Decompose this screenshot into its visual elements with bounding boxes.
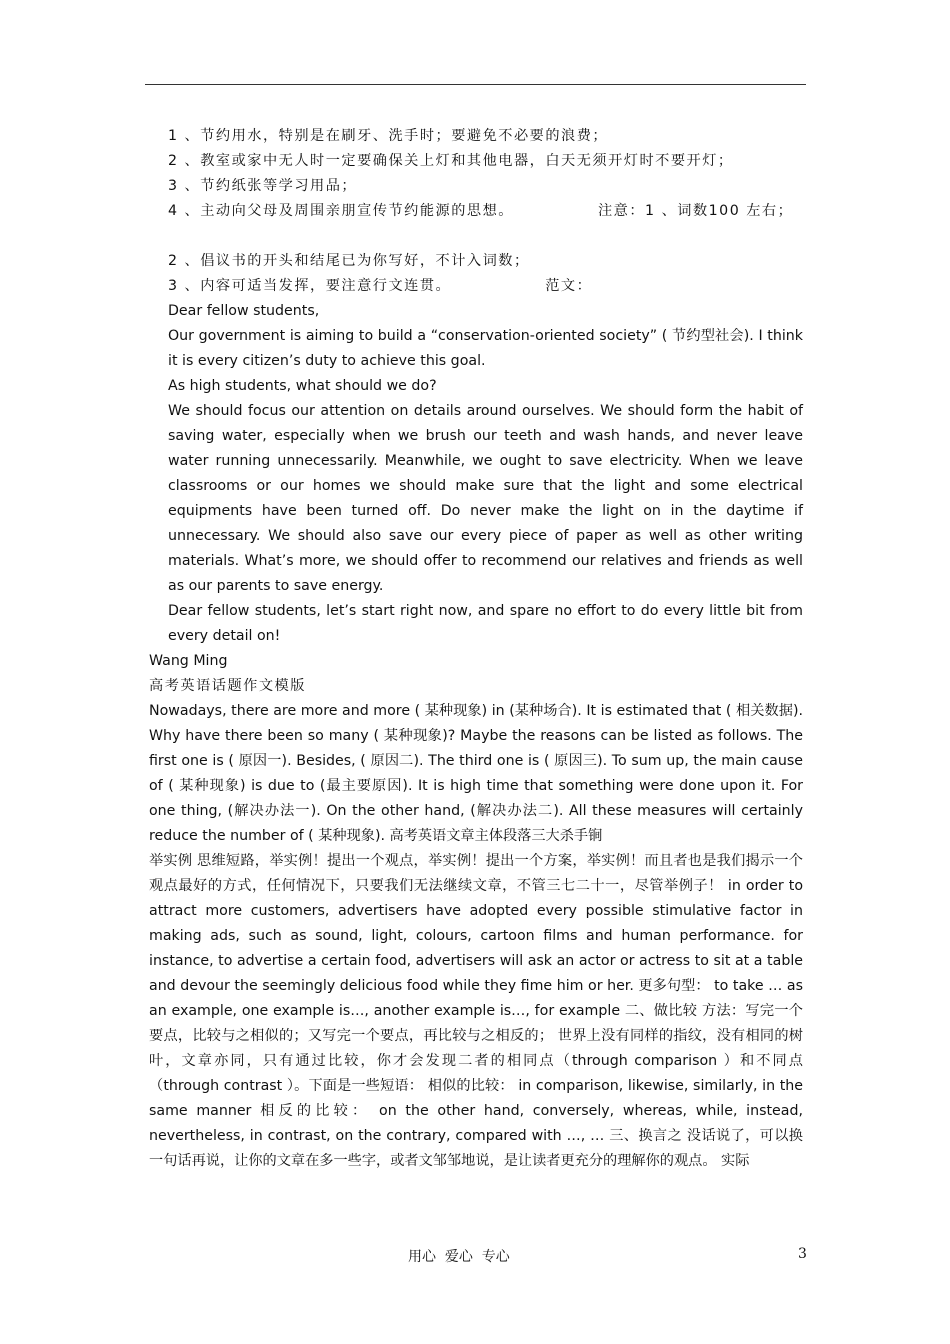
letter-signature: Wang Ming xyxy=(149,653,228,669)
notes-list xyxy=(149,249,803,299)
letter-paragraph: As high students, what should we do? xyxy=(168,378,437,394)
note-item xyxy=(149,274,803,299)
list-item xyxy=(149,199,803,224)
template-paragraph: Nowadays, there are more and more ( 某种现象) in (某种场合). It is estimated that ( 相关数据). Why have there been so many ( 某种现象)? Maybe the reasons can be listed as follows. The first one is ( 原因一). Besides, ( 原因二). The third one is ( 原因三). To sum up, the main cause of ( 某种现象) is due to (最主要原因). It is high time that something were done upon it. For one thing, (解决办法一). On the other hand, (解决办法二). All these measures will certainly reduce the number of ( 某种现象). 高考英语文章主体段落三大杀手锏 xyxy=(149,703,803,844)
footer-motto: 用心 爱心 专心 xyxy=(408,1249,510,1265)
note-heading: 注意：1 、词数100 左右； xyxy=(597,203,794,219)
list-item: 3 、节约纸张等学习用品； xyxy=(168,178,358,194)
header-rule xyxy=(145,84,806,85)
sample-label: 范文： xyxy=(545,278,593,294)
page-number: 3 xyxy=(798,1246,807,1262)
list-item: 2 、教室或家中无人时一定要确保关上灯和其他电器，白天无须开灯时不要开灯； xyxy=(168,153,734,169)
tips-list xyxy=(149,124,803,224)
list-item-text: 4 、主动向父母及周围亲朋宣传节约能源的思想。 xyxy=(168,203,514,219)
letter-paragraph: Our government is aiming to build a “conservation-oriented society” ( 节约型社会). I think it is every citizen’s duty to achieve this goal. xyxy=(168,328,803,369)
blank-line xyxy=(149,224,803,249)
letter-paragraph: We should focus our attention on details around ourselves. We should form the habit of saving water, especially when we brush our teeth and wash hands, and never leave water running unnecessarily. Meanwhile, we ought to save electricity. When we leave classrooms or our homes we should make sure that the light and some electrical equipments have been turned off. Do never make the light on in the daytime if unnecessary. We should also save our every piece of paper as well as other writing materials. What’s more, we should offer to recommend our relatives and friends as well as our parents to save energy. xyxy=(168,403,803,594)
note-item: 2 、倡议书的开头和结尾已为你写好，不计入词数； xyxy=(168,253,530,269)
section-title: 高考英语话题作文模版 xyxy=(149,678,306,694)
list-item: 1 、节约用水，特别是在刷牙、洗手时；要避免不必要的浪费； xyxy=(168,128,609,144)
page-body xyxy=(149,124,803,1174)
letter-salutation: Dear fellow students, xyxy=(168,303,320,319)
tips-paragraph: 举实例 思维短路，举实例！提出一个观点，举实例！提出一个方案，举实例！而且者也是我们揭示一个观点最好的方式，任何情况下，只要我们无法继续文章，不管三七二十一，尽管举例子！ in order to attract more customers, advertisers have adopted every possible stimulative factor in making ads, such as sound, light, colours, cartoon films and human performance. for instance, to advertise a certain food, advertisers will ask an actor or actress to sit at a table and devour the seemingly delicious food while they fime him or her. 更多句型： to take … as an example, one example is…, another example is…, for example 二、做比较 方法：写完一个要点，比较与之相似的；又写完一个要点，再比较与之相反的； 世界上没有同样的指纹，没有相同的树叶，文章亦同，只有通过比较，你才会发现二者的相同点（through comparison ）和不同点（through contrast ）。下面是一些短语： 相似的比较： in comparison, likewise, similarly, in the same manner 相反的比较： on the other hand, conversely, whereas, while, instead, nevertheless, in contrast, on the contrary, compared with …, … 三、换言之 没话说了，可以换一句话再说，让你的文章在多一些字，或者文邹邹地说，是让读者更充分的理解你的观点。 实际 xyxy=(149,853,803,1169)
note-item-text: 3 、内容可适当发挥，要注意行文连贯。 xyxy=(168,278,452,294)
letter-paragraph: Dear fellow students, let’s start right now, and spare no effort to do every little bit from every detail on! xyxy=(168,603,803,644)
